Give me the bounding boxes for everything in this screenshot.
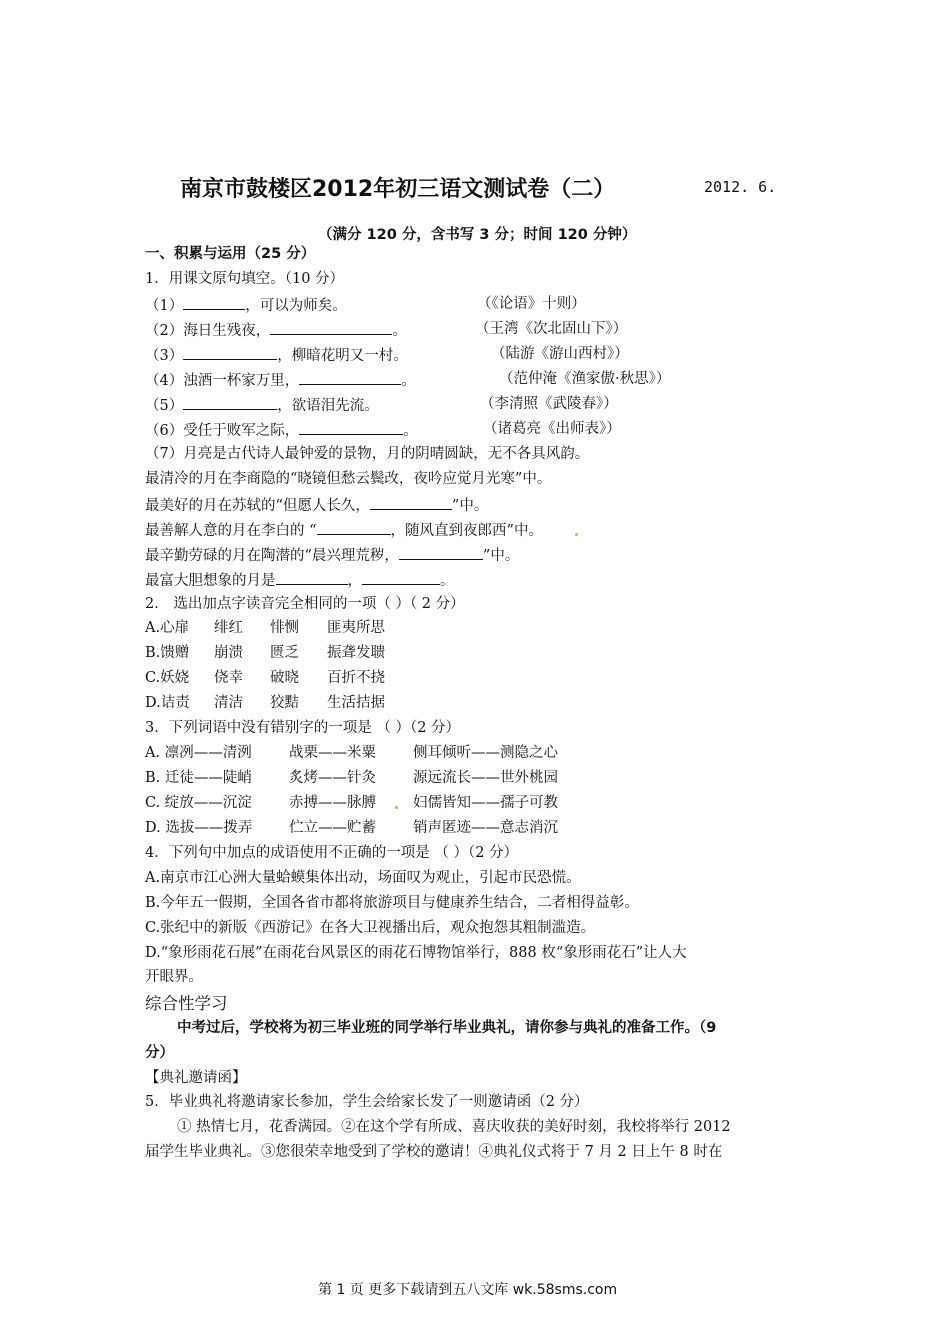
answer-blank[interactable] — [299, 419, 403, 435]
section2-heading: 综合性学习 — [145, 994, 228, 1013]
scan-mark — [395, 806, 398, 809]
q2-option-a: A.心扉 绯红 悱恻 匪夷所思 — [145, 620, 385, 636]
q1-item-1: （1） ，可以为师矣。 — [145, 294, 347, 316]
q3-stem: 3．下列词语中没有错别字的一项是 （ ）（2 分） — [145, 720, 461, 736]
q5-stem: 5．毕业典礼将邀请家长参加，学生会给家长发了一则邀请函（2 分） — [145, 1094, 589, 1110]
q4-option-b: B.今年五一假期，全国各省市都将旅游项目与健康养生结合，二者相得益彰。 — [145, 895, 639, 911]
q1-source-2: （王湾《次北固山下》） — [475, 321, 628, 337]
answer-blank[interactable] — [183, 394, 277, 410]
answer-blank[interactable] — [270, 319, 392, 335]
exam-subtitle: （满分 120 分，含书写 3 分；时间 120 分钟） — [318, 227, 637, 243]
q3-option-c: C. 绽放——沉淀 赤搏——脉膊 妇儒皆知——孺子可教 — [145, 795, 558, 811]
q2-stem: 2． 选出加点字读音完全相同的一项（ ）（ 2 分） — [145, 596, 465, 612]
q1-item-6: （6）受任于败军之际， 。 — [145, 419, 418, 441]
q3-option-a: A. 凛冽——清洌 战栗——米粟 侧耳倾听——测隐之心 — [145, 745, 558, 761]
q1-item-7: （7）月亮是古代诗人最钟爱的景物，月的阴晴圆缺，无不各具风韵。 — [145, 446, 590, 462]
letter-line-2: 届学生毕业典礼。③您很荣幸地受到了学校的邀请！④典礼仪式将于 7 月 2 日上午 8 时在 — [145, 1144, 723, 1160]
answer-blank[interactable] — [276, 569, 348, 585]
moon-line-3: 最善解人意的月在李白的 “ ，随风直到夜郎西”中。 — [145, 519, 543, 541]
invitation-bracket-title: 【典礼邀请函】 — [145, 1070, 247, 1086]
answer-blank[interactable] — [183, 344, 277, 360]
q4-option-c: C.张纪中的新版《西游记》在各大卫视播出后，观众抱怨其粗制滥造。 — [145, 920, 596, 936]
moon-line-1: 最清冷的月在李商隐的“晓镜但愁云鬓改，夜吟应觉月光寒”中。 — [145, 471, 552, 487]
answer-blank[interactable] — [370, 494, 452, 510]
q1-item-5: （5） ，欲语泪先流。 — [145, 394, 379, 416]
q4-option-d-line2: 开眼界。 — [145, 969, 203, 985]
q3-option-d: D. 选拔——拨弄 伫立——贮蓄 销声匿迹——意志消沉 — [145, 820, 558, 836]
q1-source-5: （李清照《武陵春》） — [480, 396, 618, 412]
q4-option-a: A.南京市江心洲大量蛤蟆集体出动，场面叹为观止，引起市民恐慌。 — [145, 870, 581, 886]
q1-source-3: （陆游《游山西村》） — [491, 346, 629, 362]
section1-heading: 一、积累与运用（25 分） — [145, 246, 316, 262]
q1-source-6: （诸葛亮《出师表》） — [483, 421, 621, 437]
q3-option-b: B. 迁徒——陡峭 炙烤——针灸 源远流长——世外桃园 — [145, 770, 558, 786]
answer-blank[interactable] — [317, 519, 391, 535]
page-footer: 第 1 页 更多下载请到五八文库 wk.58sms.com — [318, 1282, 618, 1298]
letter-line-1: ① 热情七月，花香满园。②在这个学有所成、喜庆收获的美好时刻，我校将举行 2012 — [177, 1119, 731, 1135]
q1-item-4: （4）浊酒一杯家万里， 。 — [145, 369, 416, 391]
q1-source-1: （《论语》十则） — [477, 296, 586, 312]
section2-intro-line2: 分） — [145, 1045, 174, 1061]
q1-item-2: （2）海日生残夜， 。 — [145, 319, 407, 341]
q2-option-b: B.馈赠 崩溃 匮乏 振聋发聩 — [145, 645, 385, 661]
moon-line-2: 最美好的月在苏轼的“但愿人长久， ”中。 — [145, 494, 488, 516]
answer-blank[interactable] — [299, 369, 401, 385]
exam-date: 2012. 6. — [704, 178, 777, 196]
q1-source-4: （范仲淹《渔家傲·秋思》） — [499, 371, 671, 387]
q1-stem: 1．用课文原句填空。（10 分） — [145, 271, 345, 287]
q2-option-c: C.妖娆 侥幸 破晓 百折不挠 — [145, 670, 385, 686]
answer-blank[interactable] — [399, 544, 483, 560]
scan-mark — [575, 533, 578, 536]
moon-line-4: 最辛勤劳碌的月在陶潜的“晨兴理荒秽， ”中。 — [145, 544, 519, 566]
section2-intro-line1: 中考过后，学校将为初三毕业班的同学举行毕业典礼，请你参与典礼的准备工作。（9 — [177, 1020, 717, 1036]
q4-option-d-line1: D.“象形雨花石展”在雨花台风景区的雨花石博物馆举行，888 枚“象形雨花石”让人大 — [145, 945, 687, 961]
q4-stem: 4．下列句中加点的成语使用不正确的一项是 （ ）（2 分） — [145, 845, 519, 861]
answer-blank[interactable] — [183, 294, 245, 310]
page-title: 南京市鼓楼区2012年初三语文测试卷（二） — [180, 177, 616, 202]
answer-blank[interactable] — [362, 569, 440, 585]
q1-item-3: （3） ，柳暗花明又一村。 — [145, 344, 408, 366]
q2-option-d: D.诘责 清洁 狡黠 生活拮据 — [145, 695, 385, 711]
moon-line-5: 最富大胆想象的月是 ， 。 — [145, 569, 455, 591]
